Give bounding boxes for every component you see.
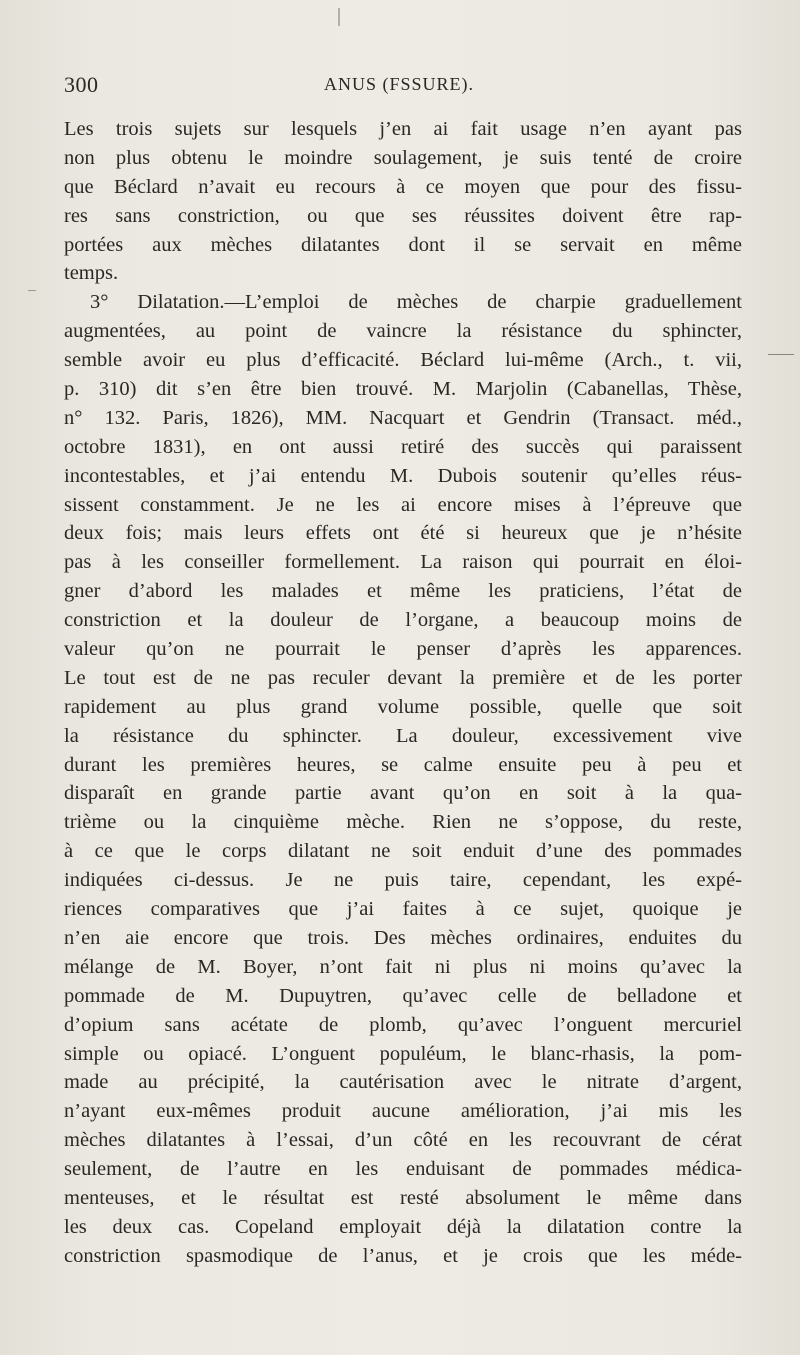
paper-speck: [338, 8, 340, 26]
text-line: mèches dilatantes à l’essai, d’un côté en les recouvrant de cérat: [64, 1129, 742, 1152]
text-line: simple ou opiacé. L’onguent populéum, le blanc-rhasis, la pom-: [64, 1042, 742, 1065]
text-line: incontestables, et j’ai entendu M. Dubois soutenir qu’elles réus-: [64, 464, 742, 487]
section-heading-line: 3° Dilatation.—L’emploi de mèches de charpie graduellement: [90, 291, 742, 314]
text-line: semble avoir eu plus d’efficacité. Béclard lui-même (Arch., t. vii,: [64, 349, 742, 372]
text-line: made au précipité, la cautérisation avec le nitrate d’argent,: [64, 1071, 742, 1094]
text-line: res sans constriction, ou que ses réussites doivent être rap-: [64, 204, 742, 227]
text-line: pommade de M. Dupuytren, qu’avec celle de belladone et: [64, 984, 742, 1007]
margin-mark: [28, 290, 36, 291]
text-line: mélange de M. Boyer, n’ont fait ni plus ni moins qu’avec la: [64, 955, 742, 978]
text-line: pas à les conseiller formellement. La raison qui pourrait en éloi-: [64, 551, 742, 574]
page-header: [64, 72, 742, 106]
text-line: portées aux mèches dilatantes dont il se servait en même: [64, 233, 742, 256]
text-line: non plus obtenu le moindre soulagement, je suis tenté de croire: [64, 146, 742, 169]
running-head: ANUS (FSSURE).: [324, 74, 475, 94]
text-line: riences comparatives que j’ai faites à ce sujet, quoique je: [64, 898, 742, 921]
text-line: Les trois sujets sur lesquels j’en ai fait usage n’en ayant pas: [64, 118, 742, 140]
text-line: temps.: [64, 262, 119, 285]
text-line: d’opium sans acétate de plomb, qu’avec l’onguent mercuriel: [64, 1013, 742, 1036]
text-line: les deux cas. Copeland employait déjà la dilatation contre la: [64, 1215, 742, 1238]
margin-mark: [768, 354, 794, 355]
text-line: gner d’abord les malades et même les praticiens, l’état de: [64, 580, 742, 603]
text-line: Le tout est de ne pas reculer devant la première et de les porter: [64, 666, 742, 689]
text-line: que Béclard n’avait eu recours à ce moyen que pour des fissu-: [64, 175, 742, 198]
text-line: n’en aie encore que trois. Des mèches ordinaires, enduites du: [64, 926, 742, 949]
text-line: à ce que le corps dilatant ne soit enduit d’une des pommades: [64, 840, 742, 863]
text-line: deux fois; mais leurs effets ont été si heureux que je n’hésite: [64, 522, 742, 545]
text-line: augmentées, au point de vaincre la résistance du sphincter,: [64, 320, 742, 343]
text-line: sissent constamment. Je ne les ai encore mises à l’épreuve que: [64, 493, 742, 516]
page-number: 300: [64, 72, 99, 97]
text-line: rapidement au plus grand volume possible, quelle que soit: [64, 695, 742, 718]
text-line: valeur qu’on ne pourrait le penser d’après les apparences.: [64, 638, 742, 661]
text-line: la résistance du sphincter. La douleur, excessivement vive: [64, 724, 742, 747]
text-line: constriction spasmodique de l’anus, et je crois que les méde-: [64, 1244, 742, 1267]
text-line: constriction et la douleur de l’organe, a beaucoup moins de: [64, 609, 742, 632]
text-line: seulement, de l’autre en les enduisant de pommades médica-: [64, 1158, 742, 1181]
text-line: menteuses, et le résultat est resté absolument le même dans: [64, 1186, 742, 1209]
text-line: trième ou la cinquième mèche. Rien ne s’oppose, du reste,: [64, 811, 742, 834]
body-text: [64, 115, 742, 1271]
text-line: durant les premières heures, se calme ensuite peu à peu et: [64, 753, 742, 776]
text-line: octobre 1831), en ont aussi retiré des succès qui paraissent: [64, 435, 742, 458]
text-line: n’ayant eux-mêmes produit aucune amélioration, j’ai mis les: [64, 1100, 742, 1123]
text-line: indiquées ci-dessus. Je ne puis taire, cependant, les expé-: [64, 869, 742, 892]
text-line: p. 310) dit s’en être bien trouvé. M. Marjolin (Cabanellas, Thèse,: [64, 378, 742, 401]
text-line: n° 132. Paris, 1826), MM. Nacquart et Gendrin (Transact. méd.,: [64, 406, 742, 429]
text-line: disparaît en grande partie avant qu’on en soit à la qua-: [64, 782, 742, 805]
